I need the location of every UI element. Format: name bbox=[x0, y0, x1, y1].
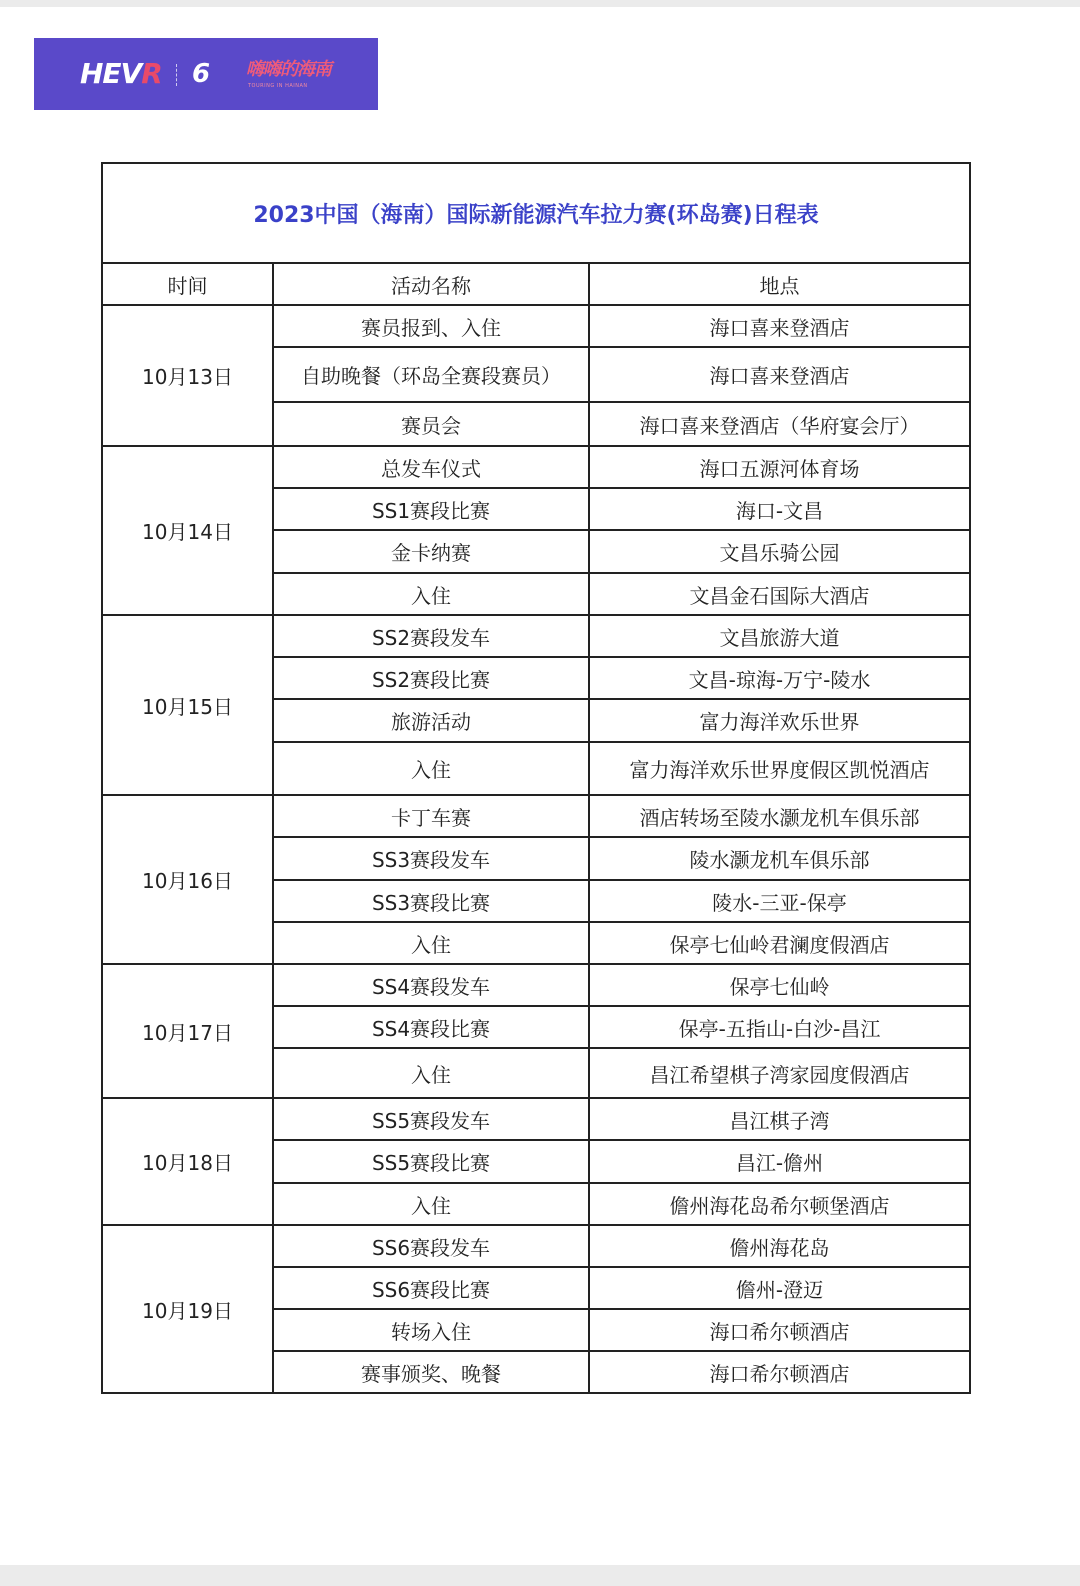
location-cell: 昌江-儋州 bbox=[589, 1140, 970, 1183]
activity-cell: SS5赛段发车 bbox=[273, 1098, 589, 1140]
location-cell: 海口喜来登酒店 bbox=[589, 347, 970, 402]
header-time: 时间 bbox=[102, 263, 273, 305]
table-row bbox=[102, 1098, 970, 1140]
activity-cell: SS3赛段比赛 bbox=[273, 880, 589, 922]
location-cell: 海口喜来登酒店（华府宴会厅） bbox=[589, 402, 970, 446]
table-row bbox=[102, 795, 970, 837]
header-location: 地点 bbox=[589, 263, 970, 305]
hevr-logo: HEVR bbox=[80, 57, 162, 90]
date-cell: 10月16日 bbox=[102, 795, 273, 964]
date-cell: 10月17日 bbox=[102, 964, 273, 1098]
activity-cell: SS6赛段发车 bbox=[273, 1225, 589, 1267]
activity-cell: SS5赛段比赛 bbox=[273, 1140, 589, 1183]
activity-cell: 总发车仪式 bbox=[273, 446, 589, 488]
activity-cell: 入住 bbox=[273, 1183, 589, 1225]
table-row bbox=[102, 615, 970, 657]
activity-cell: 卡丁车赛 bbox=[273, 795, 589, 837]
location-cell: 海口希尔顿酒店 bbox=[589, 1351, 970, 1393]
activity-cell: SS2赛段发车 bbox=[273, 615, 589, 657]
hainan-logo: 嗨嗨的海南 bbox=[246, 59, 331, 80]
header-logo-banner bbox=[34, 38, 378, 110]
activity-cell: 自助晚餐（环岛全赛段赛员） bbox=[273, 347, 589, 402]
date-cell: 10月19日 bbox=[102, 1225, 273, 1393]
location-cell: 富力海洋欢乐世界 bbox=[589, 699, 970, 742]
header-activity: 活动名称 bbox=[273, 263, 589, 305]
table-row bbox=[102, 305, 970, 347]
location-cell: 昌江希望棋子湾家园度假酒店 bbox=[589, 1048, 970, 1098]
table-row bbox=[102, 1225, 970, 1267]
location-cell: 文昌-琼海-万宁-陵水 bbox=[589, 657, 970, 699]
location-cell: 文昌乐骑公园 bbox=[589, 530, 970, 573]
table-row bbox=[102, 446, 970, 488]
activity-cell: 旅游活动 bbox=[273, 699, 589, 742]
date-cell: 10月14日 bbox=[102, 446, 273, 615]
activity-cell: SS4赛段发车 bbox=[273, 964, 589, 1006]
location-cell: 保亭七仙岭君澜度假酒店 bbox=[589, 922, 970, 964]
activity-cell: SS3赛段发车 bbox=[273, 837, 589, 880]
table-row bbox=[102, 964, 970, 1006]
location-cell: 海口喜来登酒店 bbox=[589, 305, 970, 347]
location-cell: 保亭-五指山-白沙-昌江 bbox=[589, 1006, 970, 1048]
hainan-logo-subtitle: TOURING IN HAINAN bbox=[248, 83, 308, 89]
activity-cell: 赛员会 bbox=[273, 402, 589, 446]
schedule-table bbox=[101, 162, 971, 1394]
activity-cell: 入住 bbox=[273, 742, 589, 795]
document-page bbox=[0, 7, 1080, 1565]
location-cell: 儋州-澄迈 bbox=[589, 1267, 970, 1309]
location-cell: 儋州海花岛希尔顿堡酒店 bbox=[589, 1183, 970, 1225]
activity-cell: 金卡纳赛 bbox=[273, 530, 589, 573]
activity-cell: SS2赛段比赛 bbox=[273, 657, 589, 699]
location-cell: 儋州海花岛 bbox=[589, 1225, 970, 1267]
date-cell: 10月15日 bbox=[102, 615, 273, 795]
six-logo: 6 bbox=[192, 59, 211, 89]
schedule-body bbox=[102, 305, 970, 1393]
location-cell: 酒店转场至陵水灏龙机车俱乐部 bbox=[589, 795, 970, 837]
location-cell: 陵水-三亚-保亭 bbox=[589, 880, 970, 922]
date-cell: 10月18日 bbox=[102, 1098, 273, 1225]
location-cell: 陵水灏龙机车俱乐部 bbox=[589, 837, 970, 880]
date-cell: 10月13日 bbox=[102, 305, 273, 446]
location-cell: 文昌旅游大道 bbox=[589, 615, 970, 657]
activity-cell: 转场入住 bbox=[273, 1309, 589, 1351]
location-cell: 海口五源河体育场 bbox=[589, 446, 970, 488]
activity-cell: SS1赛段比赛 bbox=[273, 488, 589, 530]
activity-cell: 入住 bbox=[273, 922, 589, 964]
location-cell: 海口希尔顿酒店 bbox=[589, 1309, 970, 1351]
location-cell: 富力海洋欢乐世界度假区凯悦酒店 bbox=[589, 742, 970, 795]
activity-cell: 赛事颁奖、晚餐 bbox=[273, 1351, 589, 1393]
activity-cell: 入住 bbox=[273, 1048, 589, 1098]
logo-divider bbox=[176, 64, 179, 86]
location-cell: 海口-文昌 bbox=[589, 488, 970, 530]
table-header-row bbox=[102, 263, 970, 305]
location-cell: 昌江棋子湾 bbox=[589, 1098, 970, 1140]
location-cell: 文昌金石国际大酒店 bbox=[589, 573, 970, 615]
location-cell: 保亭七仙岭 bbox=[589, 964, 970, 1006]
activity-cell: SS4赛段比赛 bbox=[273, 1006, 589, 1048]
activity-cell: SS6赛段比赛 bbox=[273, 1267, 589, 1309]
activity-cell: 入住 bbox=[273, 573, 589, 615]
table-title: 2023中国（海南）国际新能源汽车拉力赛(环岛赛)日程表 bbox=[102, 163, 970, 263]
activity-cell: 赛员报到、入住 bbox=[273, 305, 589, 347]
